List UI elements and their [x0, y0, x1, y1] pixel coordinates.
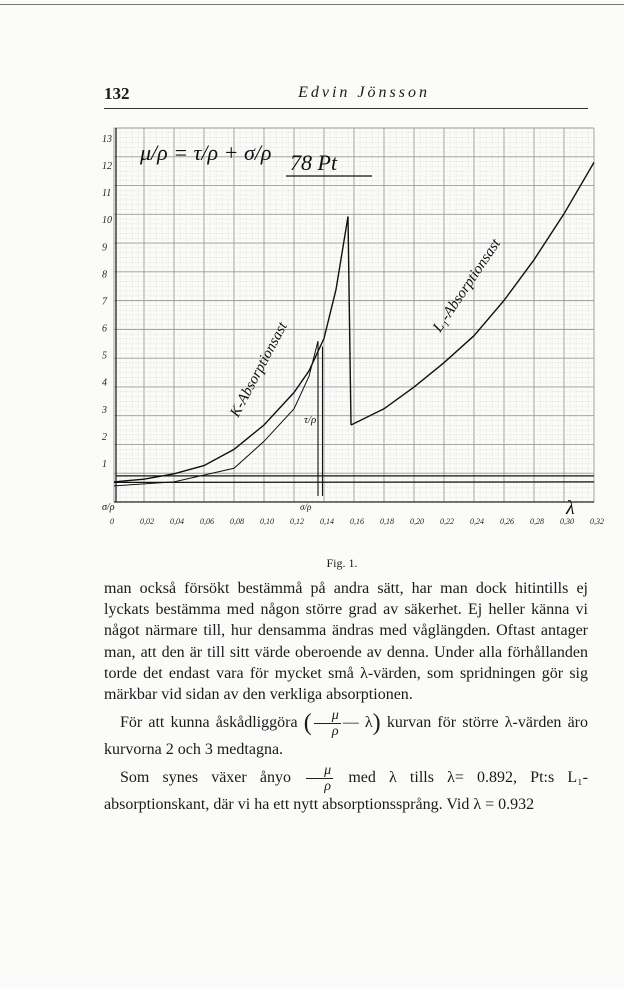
- y-tick-label: 11: [102, 188, 112, 200]
- grid-group: [114, 128, 594, 502]
- x-tick-label: 0,26: [500, 517, 514, 526]
- y-tick-label: 6: [102, 323, 107, 335]
- top-rule: [0, 4, 624, 5]
- formula-label: μ/ρ = τ/ρ + σ/ρ: [140, 140, 272, 165]
- x-tick-label: 0,04: [170, 517, 184, 526]
- x-tick-label: 0,16: [350, 517, 364, 526]
- absorption-chart: [100, 118, 604, 550]
- y-tick-label: 4: [102, 377, 107, 389]
- x-tick-label: 0,20: [410, 517, 424, 526]
- p2-before: För att kunna åskådliggöra: [120, 714, 298, 732]
- x-tick-label: 0,06: [200, 517, 214, 526]
- frac-den: ρ: [331, 724, 339, 740]
- x-tick-label: 0,24: [470, 517, 484, 526]
- body-text: [104, 578, 588, 816]
- y-tick-label: 1: [102, 458, 107, 470]
- running-head: Edvin Jönsson: [298, 84, 430, 101]
- x-tick-label: 0,32: [590, 517, 604, 526]
- x-tick-label: 0,18: [380, 517, 394, 526]
- figure-caption: Fig. 1.: [326, 556, 358, 570]
- x-tick-label: 0,10: [260, 517, 274, 526]
- x-tick-label: 0,02: [140, 517, 154, 526]
- frac-num-2: μ: [306, 763, 333, 779]
- x-tick-label: 0,28: [530, 517, 544, 526]
- fraction-mu-rho: [314, 708, 341, 739]
- fraction-mu-rho-2: [306, 763, 333, 794]
- x-tick-label: 0,22: [440, 517, 454, 526]
- series-line-k-absorptionsast: [114, 217, 348, 482]
- paragraph-1: man också försökt bestämmå på andra sätt, har man dock hitintills ej lyckats bestämma med någon större grad av säkerhet. Ej heller känna vi något närmare till, hur densamma ändras med våglängden. Oftast antager man, att den är till sitt värde oberoende av denna. Under alla förhållanden torde det endast vara för mycket små λ-värden, som spridningen gör sig märkbar vid sidan av den verkliga absorptionen.: [104, 580, 588, 704]
- lambda-label: λ: [566, 497, 575, 519]
- k-edge-label: K-Absorptionsast: [227, 319, 291, 420]
- y-tick-label: 13: [102, 134, 112, 145]
- x-tick-label: 0,14: [320, 517, 334, 526]
- left-paren: (: [303, 710, 312, 737]
- y-tick-label: 12: [102, 161, 112, 173]
- series-line-l-absorptionsast: [351, 162, 594, 425]
- element-label: 78 Pt: [290, 150, 338, 175]
- y-tick-label: 7: [102, 296, 107, 308]
- frac-den-2: ρ: [324, 779, 332, 795]
- header-rule: [104, 108, 588, 109]
- right-paren: ): [372, 710, 381, 737]
- p3-after: med λ tills λ= 0.892, Pt:s L₁-absorptionskant, där vi ha ett nytt absorptionssprång. Vid λ = 0.932: [104, 769, 589, 814]
- x-tick-label: 0,30: [560, 517, 574, 526]
- y-tick-label: 3: [102, 404, 107, 416]
- y-tick-label: 5: [102, 350, 107, 362]
- y-tick-label: 10: [102, 215, 112, 227]
- page-number: 132: [104, 84, 130, 103]
- sigma-curve-label: σ/ρ: [300, 502, 312, 512]
- y-tick-label: 9: [102, 242, 107, 254]
- y-tick-label: 8: [102, 269, 107, 281]
- paragraph-2: [104, 708, 588, 760]
- x-tick-label: 0,12: [290, 517, 304, 526]
- figure-1: [100, 118, 604, 550]
- tau-label: τ/ρ: [304, 414, 317, 426]
- p3-before: Som synes växer ånyo: [120, 769, 291, 787]
- frac-num: μ: [314, 708, 341, 724]
- series-line--: [114, 482, 594, 483]
- p2-after: kurvan för större λ-värden äro kurvorna 2 och 3 medtagna.: [104, 714, 588, 759]
- l-edge-label: L₁-Absorptionsast: [430, 236, 505, 336]
- x-tick-label: 0: [110, 517, 114, 526]
- x-tick-label: 0,08: [230, 517, 244, 526]
- page-header: [104, 84, 588, 108]
- y-tick-label: 2: [102, 431, 107, 443]
- paragraph-3: [104, 763, 588, 815]
- p2-minus: — λ: [342, 714, 373, 732]
- sigma-axis-label: σ/ρ: [102, 502, 115, 513]
